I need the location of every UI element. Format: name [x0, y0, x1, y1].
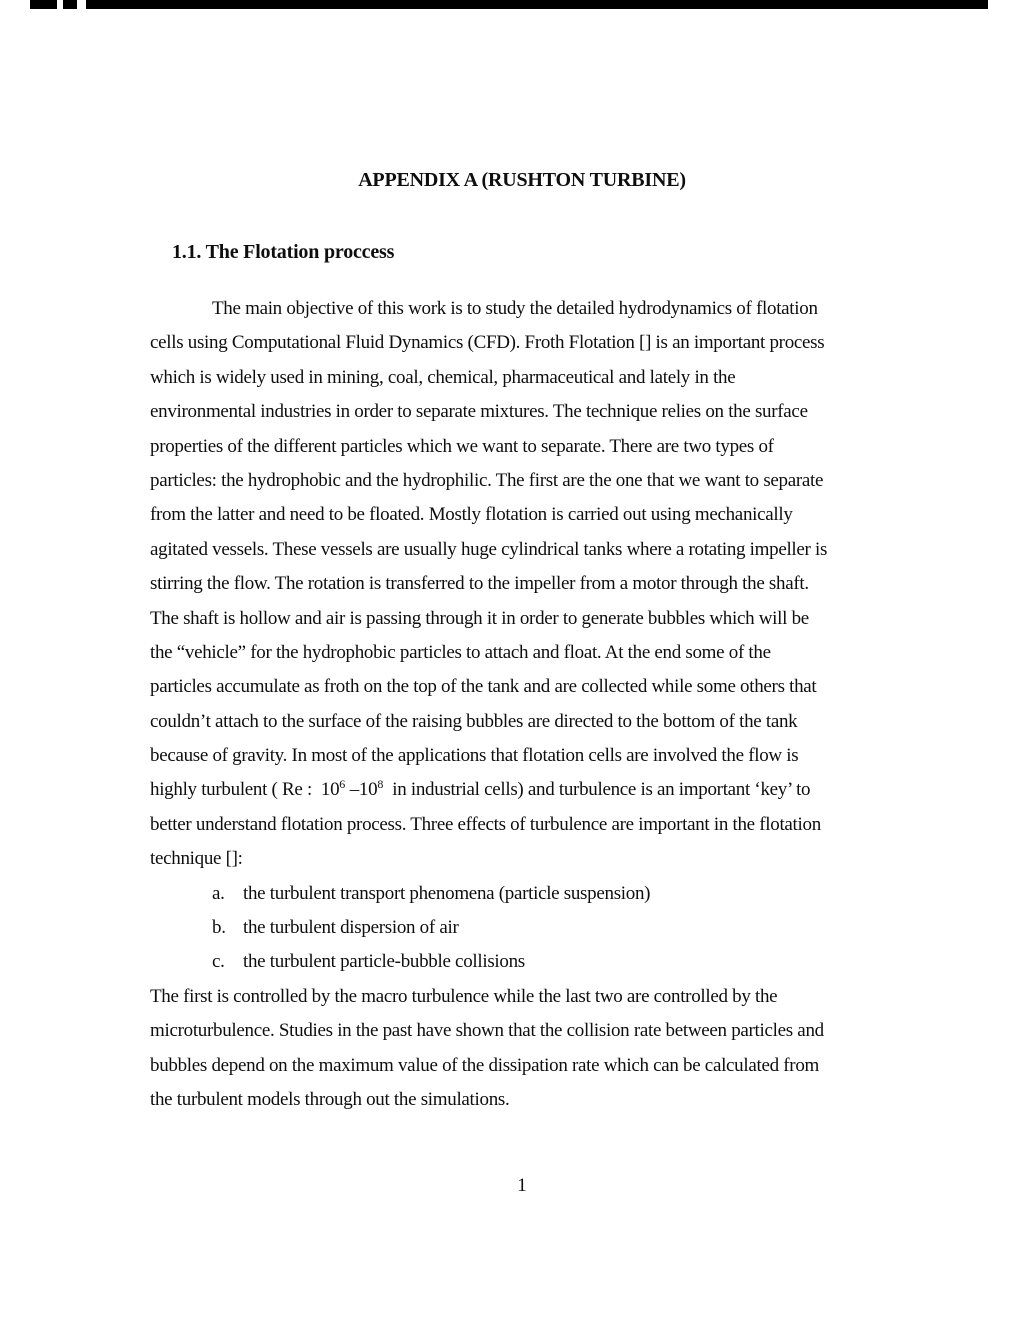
paragraph-line: the turbulent models through out the simulations. — [150, 1088, 510, 1110]
list-item-a — [150, 877, 895, 911]
paragraph-line: The first is controlled by the macro turbulence while the last two are controlled by the — [150, 985, 778, 1007]
page-number: 1 — [517, 1175, 527, 1196]
paragraph-line: cells using Computational Fluid Dynamics (CFD). Froth Flotation [] is an important process — [150, 332, 825, 354]
paragraph-line: particles accumulate as froth on the top of the tank and are collected while some others that — [150, 676, 817, 698]
formula-mid: –10 — [345, 779, 378, 801]
scan-artifact-bar-segment — [86, 0, 988, 9]
scan-artifact-bar-segment — [30, 0, 57, 9]
paragraph-line: stirring the flow. The rotation is transferred to the impeller from a motor through the shaft. — [150, 573, 809, 595]
list-item-text: the turbulent transport phenomena (particle suspension) — [243, 882, 651, 904]
paragraph-line: the “vehicle” for the hydrophobic particles to attach and float. At the end some of the — [150, 641, 771, 663]
paragraph-line: because of gravity. In most of the applications that flotation cells are involved the flow is — [150, 745, 799, 767]
list-marker: a. — [212, 882, 225, 904]
paragraph-line: couldn’t attach to the surface of the raising bubbles are directed to the bottom of the tank — [150, 710, 798, 732]
paragraph-line: technique []: — [150, 848, 243, 870]
list-item-b — [150, 911, 895, 945]
section-heading: 1.1. The Flotation proccess — [172, 241, 395, 263]
paragraph-line: particles: the hydrophobic and the hydrophilic. The first are the one that we want to separate — [150, 469, 824, 491]
body-text — [150, 292, 895, 1117]
formula-pre: highly turbulent ( Re : 10 — [150, 779, 340, 801]
list-item-text: the turbulent particle-bubble collisions — [243, 951, 525, 973]
list-item-text: the turbulent dispersion of air — [243, 917, 459, 939]
paragraph-line: from the latter and need to be floated. Mostly flotation is carried out using mechanically — [150, 504, 793, 526]
list-marker: b. — [212, 917, 226, 939]
paragraph-line: properties of the different particles which we want to separate. There are two types of — [150, 435, 774, 457]
formula-exponent: 8 — [377, 777, 384, 792]
formula-post: in industrial cells) and turbulence is an important ‘key’ to — [383, 779, 811, 801]
list-marker: c. — [212, 951, 225, 973]
paragraph-line-reynolds-formula — [150, 773, 895, 807]
appendix-title: APPENDIX A (RUSHTON TURBINE) — [358, 169, 686, 191]
paragraph-line: bubbles depend on the maximum value of the dissipation rate which can be calculated from — [150, 1054, 819, 1076]
paragraph-line: agitated vessels. These vessels are usually huge cylindrical tanks where a rotating impeller is — [150, 538, 828, 560]
formula-exponent: 6 — [339, 777, 346, 792]
paragraph-line: The main objective of this work is to study the detailed hydrodynamics of flotation — [212, 298, 818, 319]
paragraph-line: environmental industries in order to separate mixtures. The technique relies on the surface — [150, 401, 808, 423]
paragraph-line: which is widely used in mining, coal, chemical, pharmaceutical and lately in the — [150, 366, 736, 388]
list-item-c — [150, 945, 895, 979]
paragraph-line: better understand flotation process. Three effects of turbulence are important in the flotation — [150, 813, 821, 835]
scan-artifact-bar-segment — [63, 0, 77, 9]
paragraph-line: microturbulence. Studies in the past have shown that the collision rate between particles and — [150, 1020, 824, 1042]
paragraph-line: The shaft is hollow and air is passing through it in order to generate bubbles which will be — [150, 607, 809, 629]
